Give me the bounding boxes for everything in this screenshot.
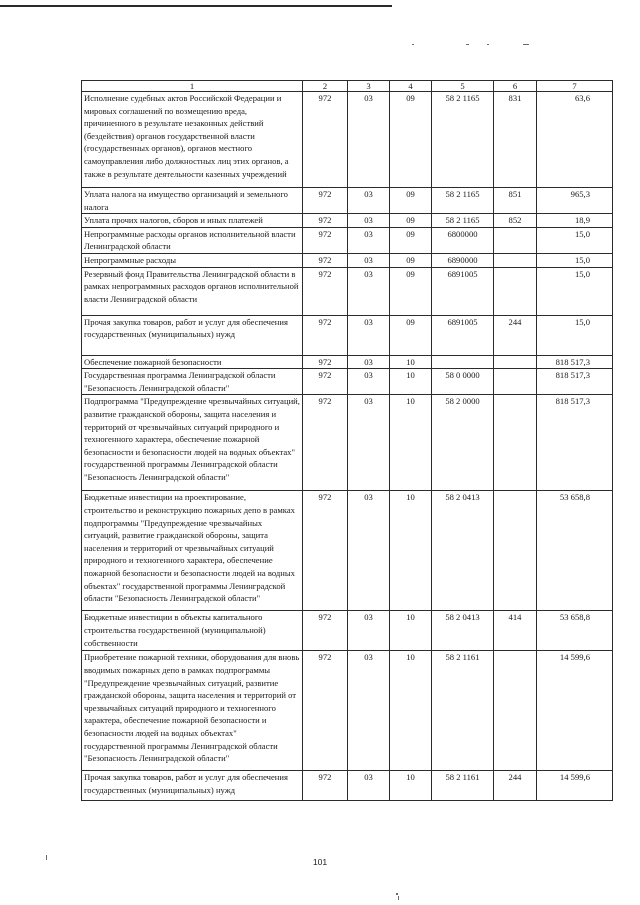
row-code-cell: 03 (348, 491, 390, 611)
row-code-cell: 03 (348, 227, 390, 253)
scan-speck (466, 44, 469, 45)
row-amount-cell: 63,6 (537, 92, 613, 188)
table-row (82, 315, 613, 355)
row-amount-cell: 15,0 (537, 315, 613, 355)
row-code-cell: 972 (303, 651, 348, 771)
row-code-cell: 03 (348, 651, 390, 771)
row-code-cell: 10 (390, 355, 432, 369)
row-amount-cell: 15,0 (537, 227, 613, 253)
page-number: 101 (312, 857, 328, 867)
row-code-cell: 10 (390, 369, 432, 395)
row-name-cell: Непрограммные расходы (82, 253, 303, 267)
row-code-cell: 58 0 0000 (432, 369, 494, 395)
row-amount-cell: 18,9 (537, 214, 613, 228)
row-name-cell: Непрограммные расходы органов исполнительной власти Ленинградской области (82, 227, 303, 253)
row-code-cell (494, 651, 537, 771)
row-code-cell: 972 (303, 92, 348, 188)
row-code-cell: 972 (303, 611, 348, 651)
row-code-cell: 244 (494, 771, 537, 801)
table-row (82, 611, 613, 651)
row-code-cell (494, 253, 537, 267)
row-code-cell: 58 2 0413 (432, 611, 494, 651)
table-row (82, 227, 613, 253)
row-amount-cell: 15,0 (537, 253, 613, 267)
row-name-cell: Прочая закупка товаров, работ и услуг для обеспечения государственных (муниципальных) нужд (82, 771, 303, 801)
table-row (82, 214, 613, 228)
row-code-cell: 58 2 0413 (432, 491, 494, 611)
table-row (82, 369, 613, 395)
scan-speck (523, 44, 529, 45)
row-code-cell: 09 (390, 315, 432, 355)
budget-table (81, 80, 613, 801)
row-code-cell: 09 (390, 188, 432, 214)
row-code-cell: 972 (303, 227, 348, 253)
row-code-cell: 03 (348, 253, 390, 267)
table-row (82, 253, 613, 267)
scan-speck (46, 855, 47, 860)
scan-edge-line (0, 5, 392, 7)
row-code-cell: 6891005 (432, 315, 494, 355)
row-code-cell: 09 (390, 92, 432, 188)
header-cell: 5 (432, 81, 494, 92)
row-code-cell: 58 2 1161 (432, 771, 494, 801)
row-name-cell: Резервный фонд Правительства Ленинградской области в рамках непрограммных расходов органов исполнительной власти Ленинградской области (82, 267, 303, 315)
row-code-cell: 03 (348, 369, 390, 395)
row-code-cell (432, 355, 494, 369)
row-code-cell: 10 (390, 771, 432, 801)
row-amount-cell: 53 658,8 (537, 491, 613, 611)
row-code-cell: 10 (390, 651, 432, 771)
row-code-cell: 6891005 (432, 267, 494, 315)
row-amount-cell: 818 517,3 (537, 355, 613, 369)
row-name-cell: Государственная программа Ленинградской области "Безопасность Ленинградской области" (82, 369, 303, 395)
scan-speck (487, 44, 489, 45)
scan-speck (398, 896, 399, 900)
row-code-cell: 972 (303, 395, 348, 491)
header-cell: 3 (348, 81, 390, 92)
row-code-cell: 10 (390, 491, 432, 611)
row-amount-cell: 15,0 (537, 267, 613, 315)
row-code-cell: 972 (303, 491, 348, 611)
row-name-cell: Подпрограмма "Предупреждение чрезвычайных ситуаций, развитие гражданской обороны, защита населения и территорий от чрезвычайных ситуаций природного и техногенного характера, обеспечение пожарной безопасности и безопасности людей на водных объектах" государственной программы Ленинградской области "Безопасность Ленинградской области" (82, 395, 303, 491)
row-code-cell: 972 (303, 214, 348, 228)
row-amount-cell: 818 517,3 (537, 395, 613, 491)
header-cell: 2 (303, 81, 348, 92)
row-code-cell: 414 (494, 611, 537, 651)
row-code-cell: 09 (390, 214, 432, 228)
row-code-cell: 09 (390, 253, 432, 267)
row-code-cell: 03 (348, 214, 390, 228)
row-name-cell: Уплата налога на имущество организаций и земельного налога (82, 188, 303, 214)
header-cell: 7 (537, 81, 613, 92)
row-code-cell: 972 (303, 253, 348, 267)
row-code-cell: 58 2 1165 (432, 188, 494, 214)
row-code-cell: 09 (390, 267, 432, 315)
row-code-cell: 58 2 1165 (432, 92, 494, 188)
row-code-cell: 972 (303, 369, 348, 395)
row-code-cell: 09 (390, 227, 432, 253)
row-name-cell: Обеспечение пожарной безопасности (82, 355, 303, 369)
table-row (82, 771, 613, 801)
row-code-cell: 03 (348, 395, 390, 491)
row-name-cell: Бюджетные инвестиции в объекты капитального строительства государственной (муниципальной) собственности (82, 611, 303, 651)
scan-speck (396, 893, 398, 895)
row-code-cell: 852 (494, 214, 537, 228)
header-cell: 1 (82, 81, 303, 92)
table-row (82, 267, 613, 315)
table-body (82, 92, 613, 801)
row-code-cell: 03 (348, 611, 390, 651)
row-code-cell: 244 (494, 315, 537, 355)
row-code-cell: 851 (494, 188, 537, 214)
header-cell: 4 (390, 81, 432, 92)
row-code-cell: 972 (303, 315, 348, 355)
row-code-cell (494, 491, 537, 611)
row-code-cell: 972 (303, 267, 348, 315)
row-code-cell: 6890000 (432, 253, 494, 267)
row-code-cell: 03 (348, 315, 390, 355)
row-amount-cell: 818 517,3 (537, 369, 613, 395)
row-code-cell (494, 267, 537, 315)
row-code-cell: 972 (303, 355, 348, 369)
row-amount-cell: 965,3 (537, 188, 613, 214)
row-code-cell: 831 (494, 92, 537, 188)
row-code-cell: 10 (390, 395, 432, 491)
row-code-cell: 03 (348, 92, 390, 188)
header-cell: 6 (494, 81, 537, 92)
table-row (82, 395, 613, 491)
table-row (82, 651, 613, 771)
row-code-cell (494, 227, 537, 253)
row-name-cell: Прочая закупка товаров, работ и услуг для обеспечения государственных (муниципальных) нужд (82, 315, 303, 355)
table-row (82, 355, 613, 369)
row-name-cell: Исполнение судебных актов Российской Федерации и мировых соглашений по возмещению вреда, причиненного в результате незаконных действий (бездействия) органов государственной власти (государственных органов), органов местного самоуправления либо должностных лиц этих органов, а также в результате деятельности казенных учреждений (82, 92, 303, 188)
row-code-cell: 972 (303, 188, 348, 214)
row-name-cell: Приобретение пожарной техники, оборудования для вновь вводимых пожарных депо в рамках подпрограммы "Предупреждение чрезвычайных ситуаций, развитие гражданской обороны, защита населения и территорий от чрезвычайных ситуаций природного и техногенного характера, обеспечение пожарной безопасности и безопасности людей на водных объектах" государственной программы Ленинградской области "Безопасность Ленинградской области" (82, 651, 303, 771)
row-code-cell: 58 2 1165 (432, 214, 494, 228)
row-code-cell: 03 (348, 771, 390, 801)
row-code-cell (494, 369, 537, 395)
row-code-cell (494, 395, 537, 491)
table-row (82, 491, 613, 611)
row-code-cell (494, 355, 537, 369)
row-name-cell: Бюджетные инвестиции на проектирование, строительство и реконструкцию пожарных депо в рамках подпрограммы "Предупреждение чрезвычайных ситуаций, развитие гражданской обороны, защита населения и территорий от чрезвычайных ситуаций природного и техногенного характера, обеспечение пожарной безопасности и безопасности людей на водных объектах" государственной программы Ленинградской области "Безопасность Ленинградской области" (82, 491, 303, 611)
table-row (82, 188, 613, 214)
row-code-cell: 03 (348, 355, 390, 369)
row-code-cell: 58 2 0000 (432, 395, 494, 491)
row-amount-cell: 14 599,6 (537, 651, 613, 771)
row-amount-cell: 53 658,8 (537, 611, 613, 651)
table-row (82, 92, 613, 188)
scan-speck (412, 44, 414, 45)
row-code-cell: 03 (348, 267, 390, 315)
row-code-cell: 03 (348, 188, 390, 214)
row-name-cell: Уплата прочих налогов, сборов и иных платежей (82, 214, 303, 228)
row-code-cell: 6800000 (432, 227, 494, 253)
row-code-cell: 10 (390, 611, 432, 651)
header-row (82, 81, 613, 92)
row-code-cell: 972 (303, 771, 348, 801)
row-code-cell: 58 2 1161 (432, 651, 494, 771)
row-amount-cell: 14 599,6 (537, 771, 613, 801)
